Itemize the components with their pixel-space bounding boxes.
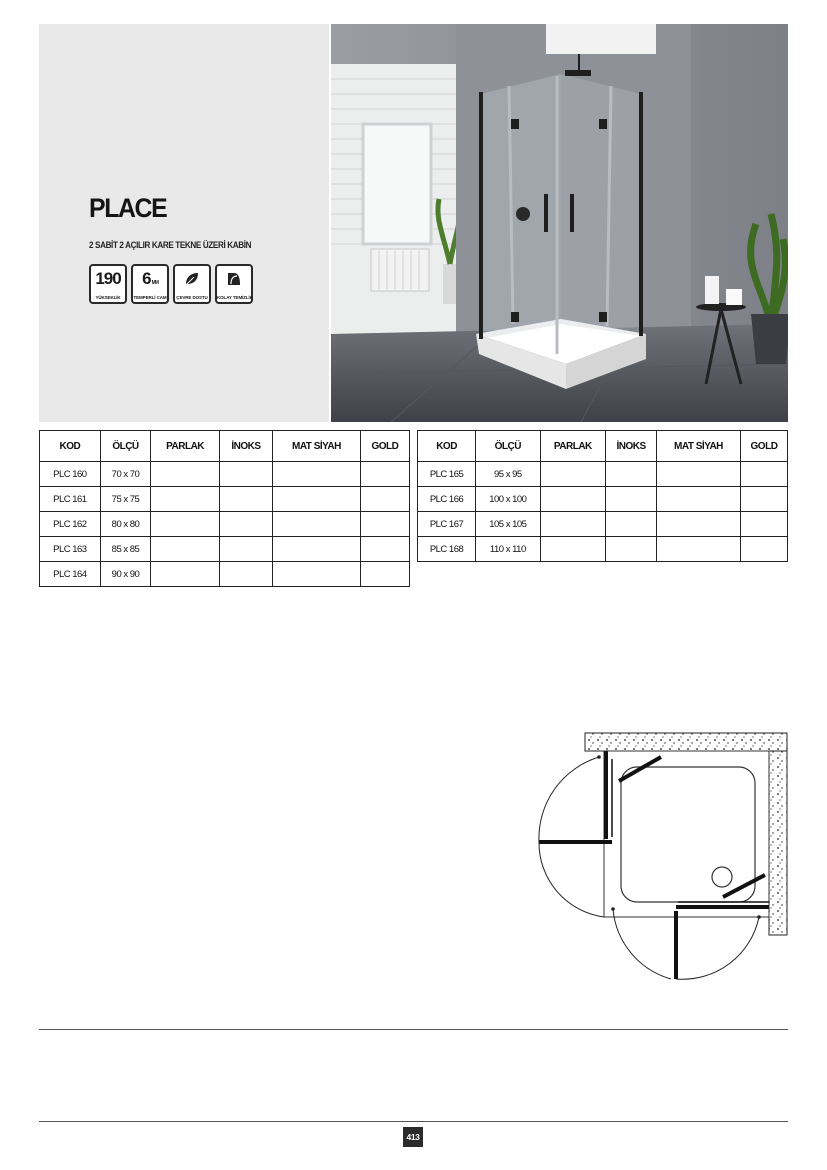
code-cell: PLC 161: [40, 487, 101, 512]
col-header: PARLAK: [540, 431, 606, 462]
code-cell: PLC 165: [418, 462, 476, 487]
table-row: [418, 487, 788, 512]
finish-cell: [219, 512, 272, 537]
plan-svg: [533, 729, 791, 984]
table-row: [40, 487, 410, 512]
finish-cell: [360, 462, 409, 487]
finish-cell: [656, 462, 740, 487]
finish-cell: [606, 487, 657, 512]
code-cell: PLC 160: [40, 462, 101, 487]
finish-cell: [360, 487, 409, 512]
finish-cell: [273, 512, 361, 537]
code-cell: PLC 166: [418, 487, 476, 512]
badge-clean: [215, 264, 253, 304]
finish-cell: [740, 512, 787, 537]
badge-eco-caption: ÇEVRE DOSTU: [176, 295, 208, 300]
col-header: ÖLÇÜ: [476, 431, 540, 462]
finish-cell: [151, 562, 220, 587]
finish-cell: [740, 462, 787, 487]
table-row: [40, 537, 410, 562]
badge-height: [89, 264, 127, 304]
badge-glass: [131, 264, 169, 304]
eco-leaf-icon: [183, 270, 201, 288]
finish-cell: [273, 487, 361, 512]
finish-cell: [360, 537, 409, 562]
product-photo: [331, 24, 788, 422]
size-cell: 75 x 75: [100, 487, 151, 512]
page-number: 413: [403, 1127, 423, 1147]
col-header: ÖLÇÜ: [100, 431, 151, 462]
finish-cell: [219, 462, 272, 487]
col-header: MAT SİYAH: [273, 431, 361, 462]
finish-cell: [219, 487, 272, 512]
table-row: [40, 562, 410, 587]
finish-cell: [360, 512, 409, 537]
finish-cell: [151, 462, 220, 487]
finish-cell: [606, 512, 657, 537]
finish-cell: [273, 462, 361, 487]
code-cell: PLC 163: [40, 537, 101, 562]
finish-cell: [656, 537, 740, 562]
finish-cell: [219, 537, 272, 562]
feature-badges: [89, 264, 253, 304]
size-cell: 90 x 90: [100, 562, 151, 587]
finish-cell: [273, 562, 361, 587]
size-cell: 95 x 95: [476, 462, 540, 487]
code-cell: PLC 167: [418, 512, 476, 537]
shower-cabin-photo: [331, 24, 788, 422]
finish-cell: [273, 537, 361, 562]
finish-cell: [606, 537, 657, 562]
finish-cell: [606, 462, 657, 487]
table-row: [418, 512, 788, 537]
finish-cell: [740, 537, 787, 562]
finish-cell: [540, 537, 606, 562]
finish-cell: [656, 512, 740, 537]
badge-glass-unit: MM: [151, 280, 158, 286]
badge-eco: [173, 264, 211, 304]
size-cell: 85 x 85: [100, 537, 151, 562]
badge-clean-caption: KOLAY TEMİZLİK: [217, 295, 253, 300]
badge-height-value: 190: [95, 269, 121, 288]
finish-cell: [151, 512, 220, 537]
product-subtitle: 2 SABİT 2 AÇILIR KARE TEKNE ÜZERİ KABİN: [89, 240, 252, 250]
size-cell: 100 x 100: [476, 487, 540, 512]
product-info-panel: [39, 24, 329, 422]
table-row: [418, 462, 788, 487]
finish-cell: [540, 487, 606, 512]
table-header-row: [418, 431, 788, 462]
badge-glass-caption: TEMPERLİ CAM: [133, 295, 167, 300]
finish-cell: [360, 562, 409, 587]
col-header: GOLD: [360, 431, 409, 462]
finish-cell: [656, 487, 740, 512]
top-view-plan-diagram: [533, 729, 791, 984]
col-header: İNOKS: [219, 431, 272, 462]
finish-cell: [540, 462, 606, 487]
col-header: PARLAK: [151, 431, 220, 462]
code-cell: PLC 162: [40, 512, 101, 537]
col-header: MAT SİYAH: [656, 431, 740, 462]
table-header-row: [40, 431, 410, 462]
finish-cell: [151, 487, 220, 512]
col-header: GOLD: [740, 431, 787, 462]
product-table-left: [39, 430, 410, 587]
finish-cell: [740, 487, 787, 512]
easy-clean-icon: [225, 270, 243, 288]
col-header: KOD: [418, 431, 476, 462]
finish-cell: [540, 512, 606, 537]
finish-cell: [219, 562, 272, 587]
product-title: PLACE: [89, 193, 167, 223]
code-cell: PLC 164: [40, 562, 101, 587]
footer-divider: [39, 1121, 788, 1122]
section-divider: [39, 1029, 788, 1030]
badge-glass-value-wrap: [142, 269, 158, 293]
badge-height-caption: YÜKSEKLİK: [95, 295, 121, 300]
code-cell: PLC 168: [418, 537, 476, 562]
table-row: [40, 462, 410, 487]
product-table-right: [417, 430, 788, 562]
table-row: [418, 537, 788, 562]
badge-glass-value: 6: [142, 269, 151, 288]
size-cell: 105 x 105: [476, 512, 540, 537]
size-cell: 70 x 70: [100, 462, 151, 487]
finish-cell: [151, 537, 220, 562]
col-header: KOD: [40, 431, 101, 462]
size-cell: 110 x 110: [476, 537, 540, 562]
col-header: İNOKS: [606, 431, 657, 462]
size-cell: 80 x 80: [100, 512, 151, 537]
table-row: [40, 512, 410, 537]
